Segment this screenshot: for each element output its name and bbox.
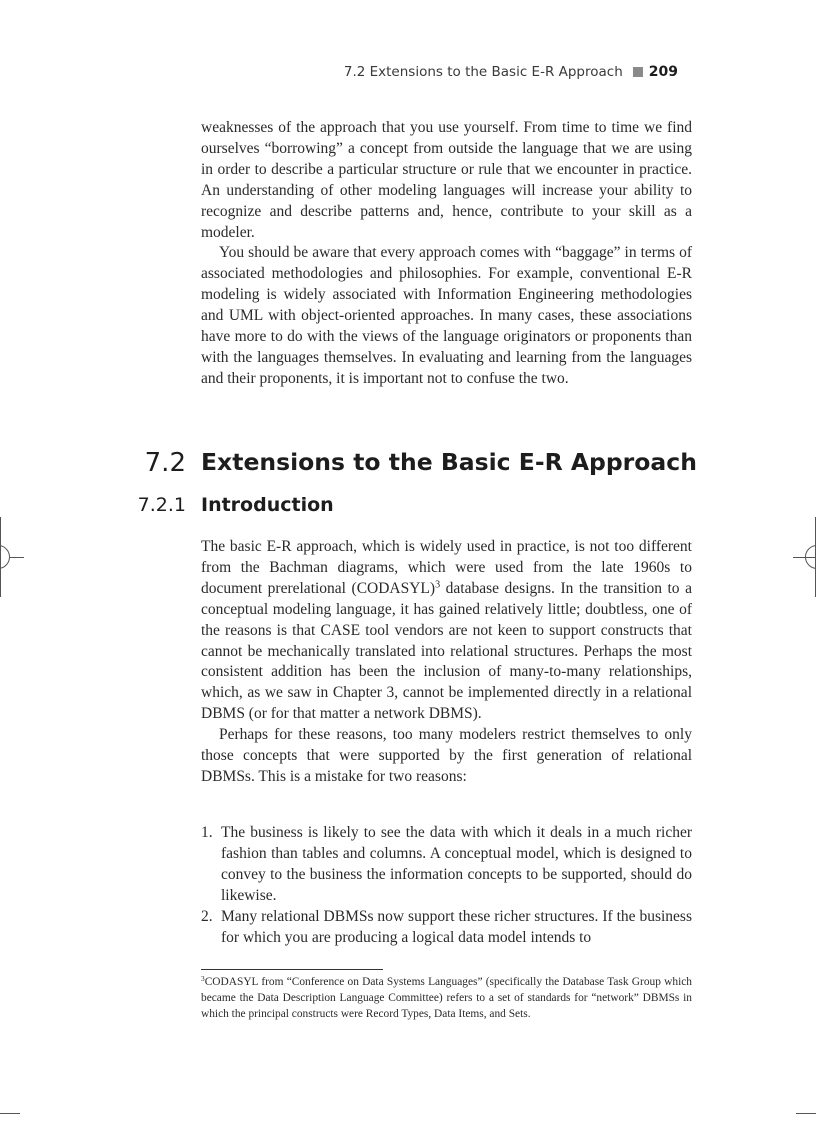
section-title: Extensions to the Basic E-R Approach [201,448,697,476]
running-header [300,64,678,80]
list-item-number: 1. [201,824,213,841]
paragraph: Perhaps for these reasons, too many modelers restrict themselves to only those concepts that were supported by the first generation of relational DBMSs. This is a mistake for two reasons: [201,726,692,785]
list-item [201,823,692,907]
crop-mark-bottom-right [796,1113,816,1114]
registration-circle-right [805,545,816,569]
section-number: 7.2 [144,448,186,478]
paragraph-text: database designs. In the transition to a conceptual modeling language, it has gained relatively little; doubtless, one of the reasons is that CASE tool vendors are not keen to support constructs that cannot be mechanically translated into relational structures. Perhaps the most consistent addition has been the inclusion of many-to-many relationships, which, as we saw in Chapter 3, cannot be implemented directly in a relational DBMS (or for that matter a network DBMS). [201,579,692,723]
footnote-marker: 3 [201,973,205,983]
footnote-text: CODASYL from “Conference on Data Systems Languages” (specifically the Database Task Group which became the Data Description Language Committee) refers to a set of standards for “network” DBMSs in which the principal constructs were Record Types, Data Items, and Sets. [201,976,692,1020]
intro-text-block [201,118,692,390]
footnote [201,974,692,1022]
paragraph: You should be aware that every approach comes with “baggage” in terms of associated methodologies and philosophies. For example, conventional E-R modeling is widely associated with Information Engineering methodologies and UML with object-oriented approaches. In many cases, these associations have more to do with the views of the language originators or proponents than with the languages themselves. In evaluating and learning from the languages and their proponents, it is important not to confuse the two. [201,244,692,387]
introduction-text-block [201,537,692,788]
crop-mark-left-horizontal [10,557,24,558]
list-item-text: The business is likely to see the data with which it deals in a much richer fashion than tables and columns. A conceptual model, which is designed to convey to the business the information concepts to be supported, should do likewise. [221,824,692,904]
numbered-list [201,823,692,948]
list-item-number: 2. [201,907,213,925]
running-header-title: 7.2 Extensions to the Basic E-R Approach [343,64,623,80]
registration-circle-left [0,545,10,569]
subsection-title: Introduction [201,494,334,516]
list-item [201,907,692,949]
paragraph-text: The basic E-R approach, which is widely used in practice, is not too different from the Bachman diagrams, which were used from the late 1960s to document prerelational (CODASYL) [201,538,692,597]
paragraph [201,537,692,725]
paragraph: weaknesses of the approach that you use yourself. From time to time we find ourselves “borrowing” a concept from outside the language that we are using in order to describe a particular structure or rule that we encounter in practice. An understanding of other modeling languages will increase your ability to recognize and describe patterns and, hence, contribute to your skill as a modeler. [201,119,692,241]
header-separator-square-icon [633,67,643,77]
footnote-rule [201,969,383,970]
list-item-text: Many relational DBMSs now support these richer structures. If the business for which you are producing a logical data model intends to [221,907,692,946]
page-number: 209 [648,64,678,80]
crop-mark-bottom-left [0,1113,20,1114]
footnote-reference[interactable]: 3 [435,579,441,591]
subsection-number: 7.2.1 [137,494,186,516]
